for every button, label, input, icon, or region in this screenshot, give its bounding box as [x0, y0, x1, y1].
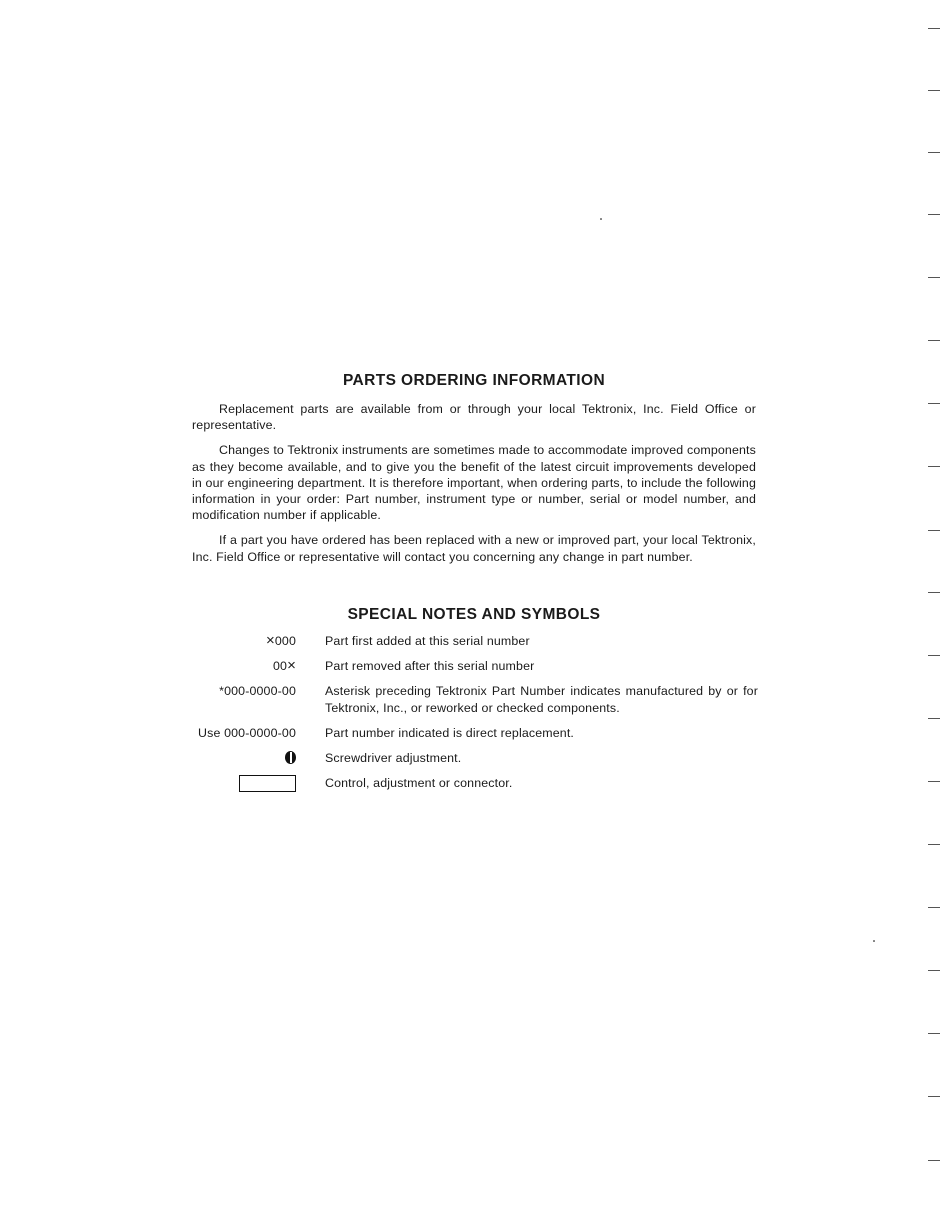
- margin-mark: [928, 907, 940, 908]
- parts-ordering-paragraph: Replacement parts are available from or through your local Tektronix, Inc. Field Office or representative.: [192, 402, 756, 433]
- symbol-key: *000-0000-00: [219, 684, 296, 699]
- margin-mark: [928, 655, 940, 656]
- symbol-description: Part removed after this serial number: [325, 659, 535, 674]
- margin-mark: [928, 781, 940, 782]
- margin-mark: [928, 214, 940, 215]
- cross-symbol: ×: [287, 657, 296, 675]
- margin-mark: [928, 28, 940, 29]
- margin-mark: [928, 1096, 940, 1097]
- symbol-key: [192, 633, 325, 649]
- screwdriver-icon: [285, 751, 296, 764]
- symbol-row: [192, 633, 758, 649]
- symbol-row: [192, 775, 758, 793]
- symbol-row: [192, 658, 758, 674]
- symbol-key: [192, 750, 325, 766]
- symbols-list: [192, 633, 758, 802]
- margin-mark: [928, 277, 940, 278]
- symbol-description: Part number indicated is direct replacement.: [325, 725, 575, 740]
- symbol-key: [192, 658, 325, 674]
- parts-ordering-paragraph: If a part you have ordered has been replaced with a new or improved part, your local Tektronix, Inc. Field Office or representative will contact you concerning any change in part number.: [192, 533, 756, 564]
- parts-ordering-paragraph: Changes to Tektronix instruments are sometimes made to accommodate improved components as they become available, and to give you the benefit of the latest circuit improvements developed in our engineering department. It is therefore important, when ordering parts, to include the following information in your order: Part number, instrument type or number, serial or model number, and modification number if applicable.: [192, 443, 756, 523]
- margin-mark: [928, 1033, 940, 1034]
- symbol-description: Part first added at this serial number: [325, 634, 530, 648]
- symbol-key: Use 000-0000-00: [198, 725, 296, 740]
- parts-ordering-body: [192, 401, 756, 574]
- symbol-description: Control, adjustment or connector.: [325, 776, 513, 791]
- symbol-row: [192, 683, 758, 715]
- serial-placeholder: 00: [272, 659, 288, 674]
- symbol-key: [192, 775, 325, 793]
- margin-mark: [928, 90, 940, 91]
- parts-ordering-title: PARTS ORDERING INFORMATION: [342, 372, 606, 389]
- margin-mark: [928, 530, 940, 531]
- scan-speck: [600, 218, 602, 220]
- margin-mark: [928, 592, 940, 593]
- margin-mark: [928, 1160, 940, 1161]
- margin-mark: [928, 970, 940, 971]
- margin-mark: [928, 340, 940, 341]
- symbol-row: [192, 750, 758, 766]
- margin-mark: [928, 403, 940, 404]
- margin-mark: [928, 844, 940, 845]
- control-box-icon: [239, 775, 296, 792]
- margin-mark: [928, 466, 940, 467]
- symbol-description: Asterisk preceding Tektronix Part Number indicates manufactured by or for Tektronix, Inc., or reworked or checked components.: [325, 684, 758, 715]
- scan-speck: [873, 940, 875, 942]
- cross-symbol: ×: [265, 632, 275, 649]
- margin-mark: [928, 718, 940, 719]
- symbol-description: Screwdriver adjustment.: [325, 751, 462, 766]
- margin-mark: [928, 152, 940, 153]
- symbol-row: [192, 725, 758, 741]
- special-notes-title: SPECIAL NOTES AND SYMBOLS: [347, 606, 601, 623]
- serial-placeholder: 000: [274, 634, 296, 648]
